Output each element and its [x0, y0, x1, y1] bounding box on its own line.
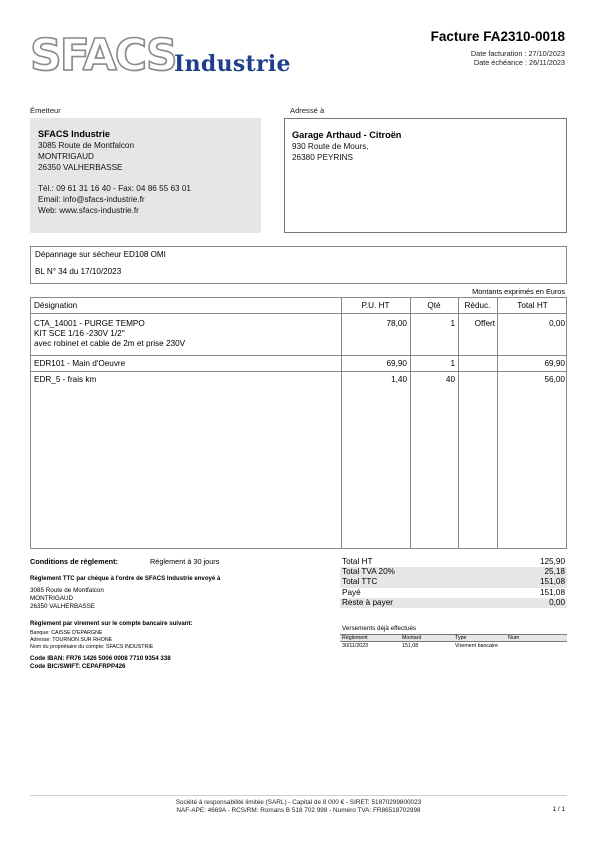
row-divider: [31, 371, 566, 372]
total-ht-row: [340, 557, 567, 567]
bank-details: [30, 630, 153, 651]
total-value: 0,00: [549, 597, 565, 607]
payments-header-date: Règlement: [342, 635, 368, 641]
total-label: Total HT: [342, 557, 373, 566]
page-number: 1 / 1: [552, 806, 565, 813]
footer-divider: [30, 795, 567, 796]
column-divider: [341, 298, 342, 548]
payments-table: [340, 634, 567, 650]
total-label: Total TVA 20%: [342, 567, 395, 577]
item-detail: avec robinet et cable de 2m et prise 230V: [34, 339, 186, 348]
totals-table: [340, 557, 567, 608]
bank-name: Banque: CAISSE D'EPARGNE: [30, 630, 103, 636]
table-row: [34, 375, 96, 385]
payment-amount: 151,08: [402, 643, 419, 649]
emitter-web: Web: www.sfacs-industrie.fr: [38, 206, 139, 215]
bic-code: Code BIC/SWIFT: CEPAFRPP426: [30, 663, 126, 670]
logo-suffix: Industrie: [174, 51, 291, 77]
emitter-email: Email: info@sfacs-industrie.fr: [38, 195, 145, 204]
total-value: 25,18: [544, 567, 565, 577]
transfer-instructions: Règlement par virement sur le compte bancaire suivant:: [30, 620, 193, 627]
item-qty: 1: [450, 359, 455, 368]
column-divider: [458, 298, 459, 548]
item-detail: KIT SCE 1/16 -230V 1/2": [34, 329, 125, 338]
header-discount: Réduc.: [464, 301, 491, 310]
payment-conditions-value: Règlement à 30 jours: [150, 557, 220, 566]
header-designation: Désignation: [34, 301, 78, 310]
payments-header-type: Type: [455, 635, 467, 641]
invoice-description: [30, 246, 567, 284]
company-logo: [30, 30, 291, 82]
item-unit-price: 1,40: [391, 375, 407, 384]
total-value: 151,08: [539, 577, 565, 587]
item-discount: Offert: [474, 319, 495, 328]
payments-header: [340, 634, 567, 642]
item-designation: CTA_14001 - PURGE TEMPO: [34, 319, 145, 328]
invoice-date: Date facturation : 27/10/2023: [470, 49, 565, 58]
currency-note: Montants exprimés en Euros: [472, 287, 565, 296]
item-designation: EDR_5 - frais km: [34, 375, 97, 384]
emitter-phone: Tél.: 09 61 31 16 40 - Fax: 04 86 55 63 01: [38, 184, 191, 193]
item-total: 56,00: [544, 375, 565, 384]
emitter-label: Émetteur: [30, 106, 61, 115]
addressee-name: Garage Arthaud - Citroën: [292, 130, 402, 140]
emitter-postcode: 26350 VALHERBASSE: [38, 163, 123, 172]
item-unit-price: 78,00: [386, 319, 407, 328]
total-value: 125,90: [539, 557, 565, 566]
column-divider: [410, 298, 411, 548]
iban-code: Code IBAN: FR76 1426 5006 0008 7710 9354 338: [30, 655, 171, 662]
item-qty: 40: [445, 375, 455, 384]
row-divider: [31, 355, 566, 356]
addressee-city: 26380 PEYRINS: [292, 153, 353, 162]
header-qty: Qté: [427, 301, 441, 310]
addressee-block: [284, 118, 567, 233]
emitter-address: 3085 Route de Montfalcon: [38, 141, 135, 150]
header-total: Total HT: [517, 301, 548, 310]
cheque-address-line: MONTRIGAUD: [30, 595, 74, 602]
item-total: 0,00: [549, 319, 565, 328]
footer-registration: NAF-APE: 4669A - RCS/RM: Romans B 518 702 998 - Numéro TVA: FR86518702998: [176, 807, 421, 814]
total-ttc-row: [340, 577, 567, 587]
payments-title: Versements déjà effectués: [342, 625, 417, 632]
payment-conditions-label: Conditions de règlement:: [30, 557, 118, 566]
column-divider: [497, 298, 498, 548]
table-row: [34, 359, 125, 369]
payment-row: [340, 642, 567, 650]
line-items-table: [30, 297, 567, 549]
item-unit-price: 69,90: [386, 359, 407, 368]
total-label: Total TTC: [342, 577, 378, 587]
cheque-address-line: 3085 Route de Montfalcon: [30, 587, 104, 594]
table-row: [34, 319, 185, 349]
delivery-note-ref: BL N° 34 du 17/10/2023: [35, 267, 122, 276]
logo-brand: SFACS: [30, 30, 176, 81]
emitter-name: SFACS Industrie: [38, 129, 110, 139]
footer-legal: Société à responsabilité limitée (SARL) - Capital de 8 000 € - SIRET: 51870299800023: [175, 799, 422, 806]
header-unit-price: P.U. HT: [361, 301, 390, 310]
due-date: Date échéance : 26/11/2023: [473, 58, 565, 67]
total-vat-row: [340, 567, 567, 577]
bank-address: Adresse: TOURNON SUR RHONE: [30, 637, 113, 643]
payments-header-num: Num: [508, 635, 520, 641]
invoice-title: Facture FA2310-0018: [430, 29, 565, 44]
total-value: 151,08: [539, 587, 565, 597]
cheque-instructions: Règlement TTC par chèque à l'ordre de SFACS Industrie envoyé à: [30, 575, 221, 582]
description-line: Dépannage sur sécheur ED108 OMI: [35, 250, 166, 259]
emitter-city: MONTRIGAUD: [38, 152, 94, 161]
item-qty: 1: [450, 319, 455, 328]
header-divider: [31, 313, 566, 314]
cheque-address-line: 26350 VALHERBASSE: [30, 603, 95, 610]
remaining-row: [340, 598, 567, 608]
payment-type: Virement bancaire: [455, 643, 498, 649]
paid-row: [340, 588, 567, 598]
emitter-block: [30, 118, 261, 233]
addressee-label: Adressé à: [290, 106, 325, 115]
total-label: Payé: [342, 587, 361, 597]
item-total: 69,90: [544, 359, 565, 368]
payment-date: 30/11/2023: [342, 643, 369, 649]
item-designation: EDR101 - Main d'Oeuvre: [34, 359, 126, 368]
cheque-address: [30, 587, 104, 611]
addressee-address: 930 Route de Mours,: [292, 142, 369, 151]
account-owner: Nom du propriétaire du compte: SFACS INDUSTRIE: [30, 644, 154, 650]
total-label: Reste à payer: [342, 597, 393, 607]
payments-header-amount: Montant: [402, 635, 422, 641]
